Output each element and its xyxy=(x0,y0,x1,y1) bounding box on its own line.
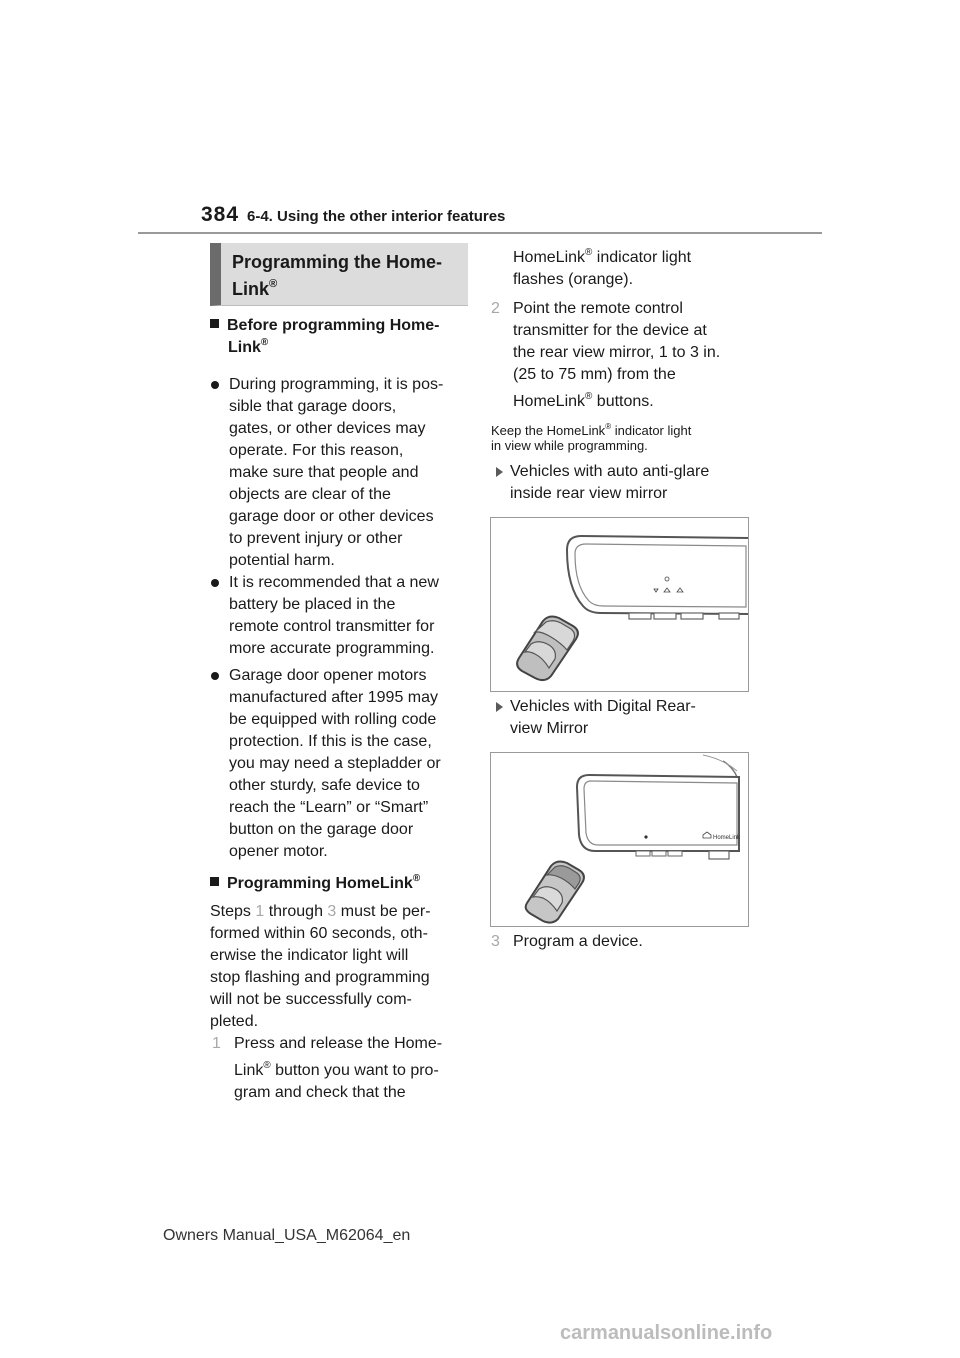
footer-manual-id: Owners Manual_USA_M62064_en xyxy=(163,1227,411,1244)
mirror-illustration xyxy=(491,518,749,692)
bullet-dot-icon xyxy=(211,381,219,389)
homelink-label: HomeLink xyxy=(713,835,741,841)
bullet-dot-icon xyxy=(211,579,219,587)
bullet-item xyxy=(211,572,471,664)
step-text: Press and release the Home- Link® button you want to pro- gram and check that the xyxy=(234,1035,443,1101)
step-2 xyxy=(491,298,766,413)
before-programming-heading: Before programming Home- Link® xyxy=(210,315,470,359)
bullet-text: During programming, it is pos- sible that garage doors, gates, or other devices may operate. For this reason, make sure that people and objects are clear of the garage door or other devices to prevent injury or other potential harm. xyxy=(229,376,444,569)
steps-intro-paragraph: Steps 1 through 3 must be per- formed within 60 seconds, oth- erwise the indicator light will stop flashing and programming will not be successfully com- pleted. xyxy=(210,903,431,1030)
section-heading-box xyxy=(210,243,468,306)
step-text: Point the remote control transmitter for the device at the rear view mirror, 1 to 3 in. (25 to 75 mm) from the HomeLink® buttons. xyxy=(513,300,721,410)
triangle-bullet-icon xyxy=(496,467,503,477)
step-3 xyxy=(491,931,751,955)
step-ref-1: 1 xyxy=(255,903,265,920)
bullet-item xyxy=(211,374,471,574)
step-text: Program a device. xyxy=(513,933,643,950)
step-number: 1 xyxy=(212,1035,221,1052)
watermark: carmanualsonline.info xyxy=(560,1322,773,1344)
step-number: 3 xyxy=(491,933,500,950)
digital-mirror-illustration xyxy=(491,753,749,927)
remote-transmitter xyxy=(526,862,584,923)
step-1-continued: HomeLink® indicator light flashes (orange). xyxy=(513,246,692,288)
bullet-text: It is recommended that a new battery be placed in the remote control transmitter for more accurate programming. xyxy=(229,574,439,657)
step-ref-3: 3 xyxy=(327,903,337,920)
square-bullet-icon xyxy=(210,877,219,886)
section-heading-title: Programming the Home- Link® xyxy=(232,252,443,299)
figure-digital-rear-view-mirror xyxy=(490,752,749,927)
variant-auto-anti-glare: Vehicles with auto anti-glare inside rear view mirror xyxy=(496,461,756,507)
remote-transmitter xyxy=(517,617,578,681)
header-divider xyxy=(138,232,822,234)
step-1 xyxy=(212,1033,477,1113)
step-number: 2 xyxy=(491,300,500,317)
variant-digital-rear-view-mirror: Vehicles with Digital Rear- view Mirror xyxy=(496,696,756,742)
bullet-text: Garage door opener motors manufactured after 1995 may be equipped with rolling code protection. If this is the case, you may need a stepladder or other sturdy, safe device to reach the “Learn” or “Smart” button on the garage door opener motor. xyxy=(229,667,441,860)
figure-auto-anti-glare-mirror xyxy=(490,517,749,692)
page-number: 384 xyxy=(201,203,240,226)
programming-homelink-heading: Programming HomeLink® xyxy=(210,873,470,895)
note-caption: Keep the HomeLink® indicator light in view while programming. xyxy=(491,421,692,453)
bullet-dot-icon xyxy=(211,672,219,680)
square-bullet-icon xyxy=(210,319,219,328)
bullet-item xyxy=(211,665,471,865)
triangle-bullet-icon xyxy=(496,702,503,712)
section-title: 6-4. Using the other interior features xyxy=(247,208,506,225)
